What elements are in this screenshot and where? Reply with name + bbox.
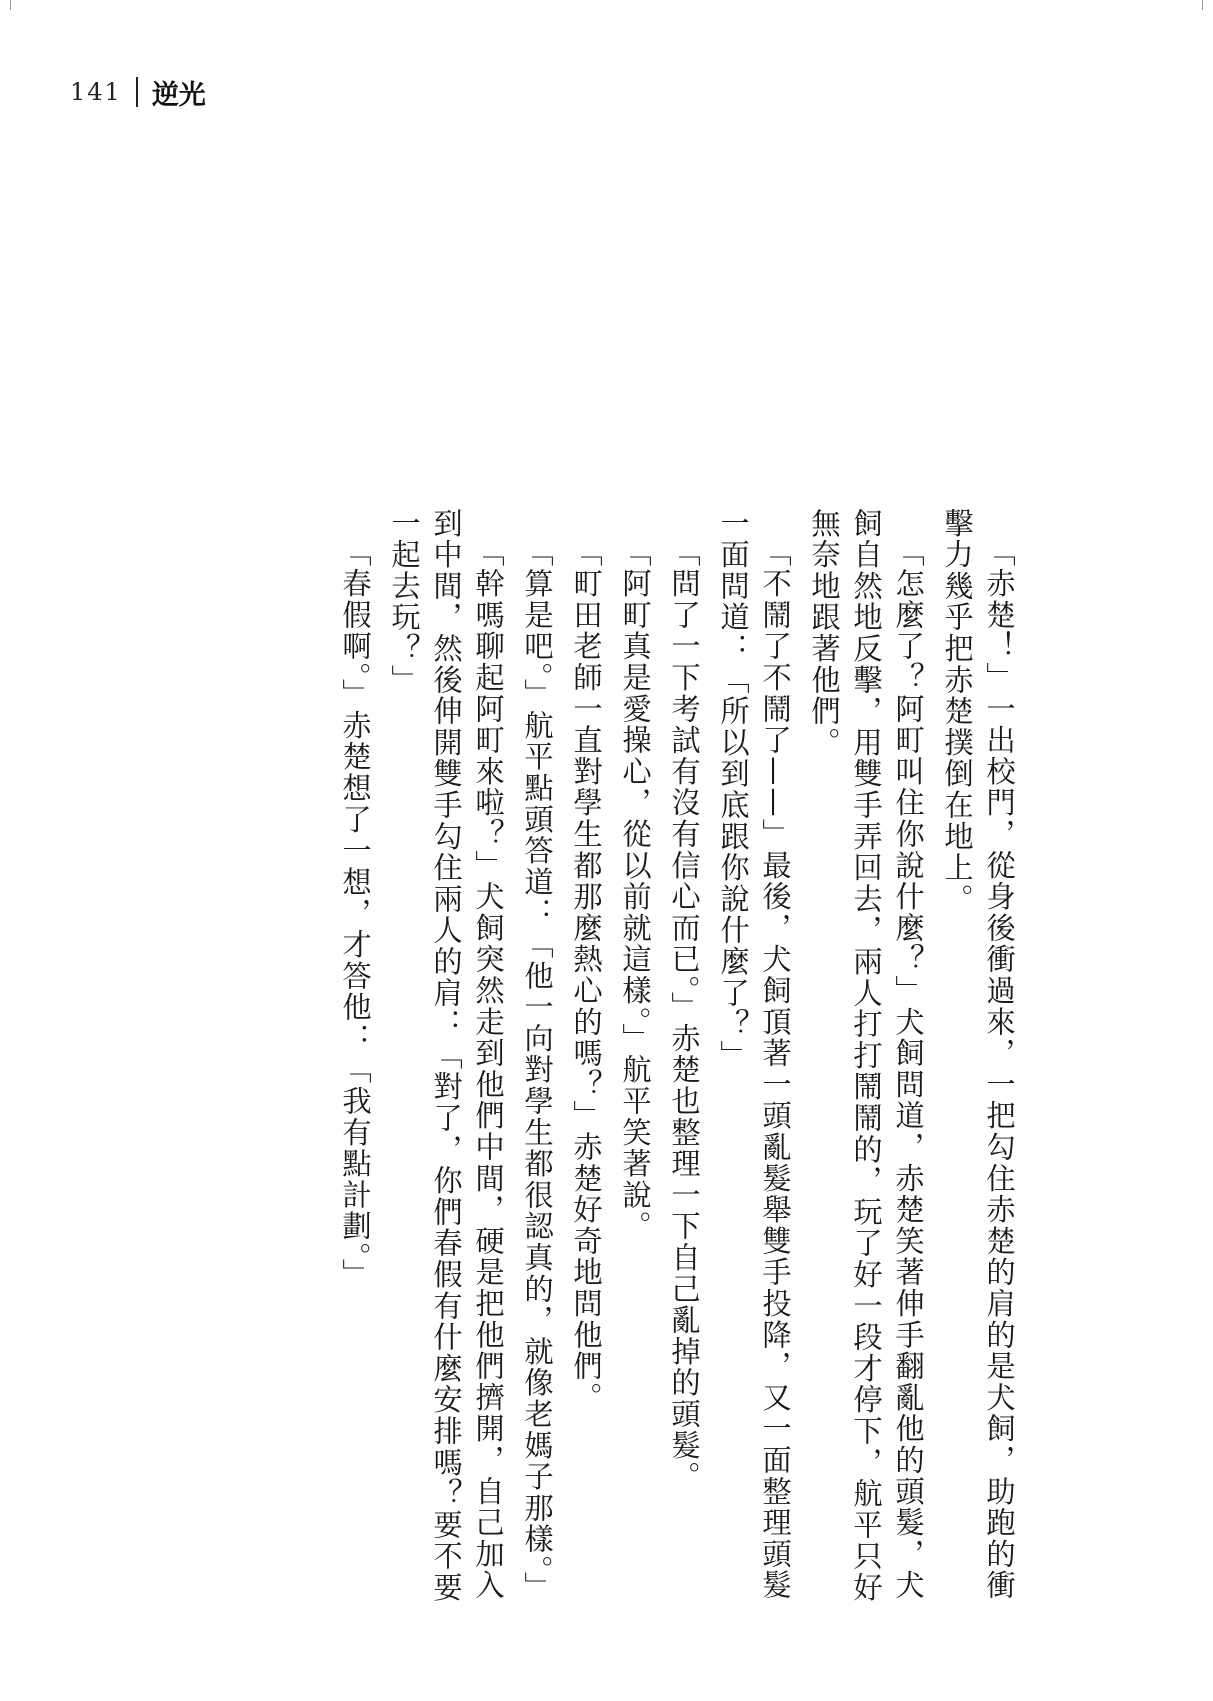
header-divider [136, 77, 138, 107]
page-number: 141 [70, 78, 122, 106]
paragraph: 「算是吧。」航平點頭答道：「他一向對學生都很認真的，就像老媽子那樣。」 [520, 537, 554, 1604]
crop-mark-top-right [1202, 0, 1213, 10]
paragraph: 「幹嗎聊起阿町來啦？」犬飼突然走到他們中間，硬是把他們擠開，自己加入到中間，然後伸開雙手勾住兩人的肩：「對了，你們春假有什麼安排嗎？要不要一起去玩？」 [387, 508, 505, 1604]
paragraph: 「町田老師一直對學生都那麼熱心的嗎？」赤楚好奇地問他們。 [569, 537, 603, 1414]
paragraph: 「赤楚！」一出校門，從身後衝過來，一把勾住赤楚的肩的是犬飼，助跑的衝擊力幾乎把赤楚撲倒在地上。 [940, 508, 1016, 1602]
body-text [20, 508, 1020, 1628]
paragraph: 「怎麼了？阿町叫住你說什麼？」犬飼問道，赤楚笑著伸手翻亂他的頭髮，犬飼自然地反擊，用雙手弄回去，兩人打打鬧鬧的，玩了好一段才停下，航平只好無奈地跟著他們。 [807, 508, 925, 1604]
book-title: 逆光 [151, 79, 206, 111]
paragraph: 「阿町真是愛操心，從以前就這樣。」航平笑著說。 [618, 537, 652, 1243]
running-header [70, 72, 206, 112]
crop-mark-top-left [0, 0, 11, 10]
paragraph: 「不鬧了不鬧了——」最後，犬飼頂著一頭亂髮舉雙手投降，又一面整理頭髮一面問道：「所以到底跟你說什麼了？」 [716, 508, 792, 1602]
paragraph: 「問了一下考試有沒有信心而已。」赤楚也整理一下自己亂掉的頭髮。 [667, 537, 701, 1493]
paragraph: 「春假啊。」赤楚想了一想，才答他：「我有點計劃。」 [338, 537, 372, 1291]
